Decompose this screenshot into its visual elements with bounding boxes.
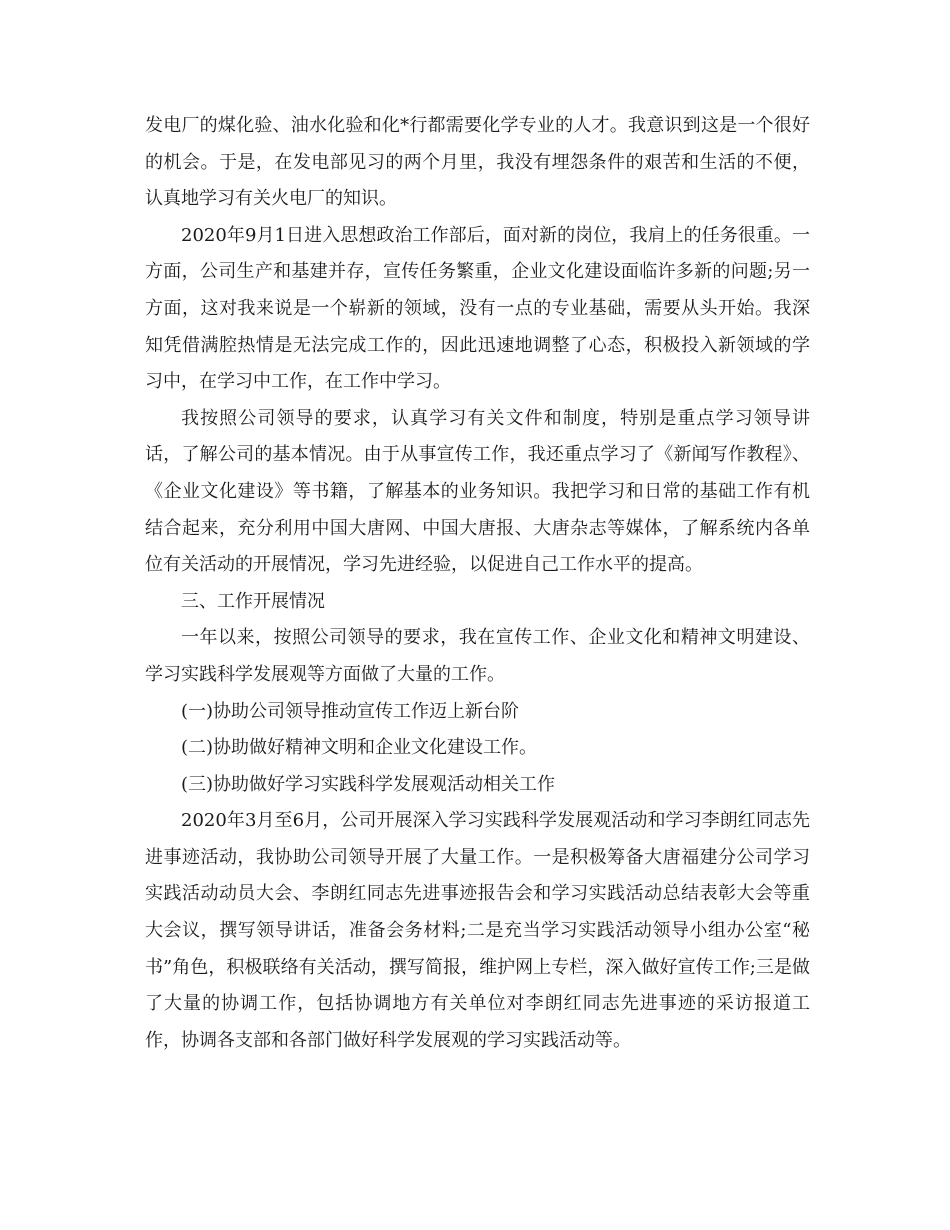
paragraph-job-transfer: 2020年9月1日进入思想政治工作部后，面对新的岗位，我肩上的任务很重。一方面，公司生产和基建并存，宣传任务繁重，企业文化建设面临许多新的问题;另一方面，这对我来说是一个崭新的领域，没有一点的专业基础，需要从头开始。我深知凭借满腔热情是无法完成工作的，因此迅速地调整了心态，积极投入新领域的学习中，在学习中工作，在工作中学习。 (145, 224, 810, 393)
paragraph-activities: 2020年3月至6月，公司开展深入学习实践科学发展观活动和学习李朗红同志先进事迹活动，我协助公司领导开展了大量工作。一是积极筹备大唐福建分公司学习实践活动动员大会、李朗红同志先进事迹报告会和学习实践活动总结表彰大会等重大会议，撰写领导讲话，准备会务材料;二是充当学习实践活动领导小组办公室“秘书”角色，积极联络有关活动，撰写简报，维护网上专栏，深入做好宣传工作;三是做了大量的协调工作，包括协调地方有关单位对李朗红同志先进事迹的采访报道工作，协调各支部和各部门做好科学发展观的学习实践活动等。 (145, 810, 810, 1051)
paragraph-continuation: 发电厂的煤化验、油水化验和化*行都需要化学专业的人才。我意识到这是一个很好的机会。于是，在发电部见习的两个月里，我没有埋怨条件的艰苦和生活的不便，认真地学习有关火电厂的知识。 (145, 115, 810, 210)
paragraph-study: 我按照公司领导的要求，认真学习有关文件和制度，特别是重点学习领导讲话，了解公司的基本情况。由于从事宣传工作，我还重点学习了《新闻写作教程》、《企业文化建设》等书籍，了解基本的业务知识。我把学习和日常的基础工作有机结合起来，充分利用中国大唐网、中国大唐报、大唐杂志等媒体，了解系统内各单位有关活动的开展情况，学习先进经验，以促进自己工作水平的提高。 (145, 407, 810, 576)
paragraph-work-summary: 一年以来，按照公司领导的要求，我在宣传工作、企业文化和精神文明建设、学习实践科学发展观等方面做了大量的工作。 (145, 627, 810, 685)
section-heading-work-progress: 三、工作开展情况 (181, 590, 325, 612)
list-item-culture: (二)协助做好精神文明和企业文化建设工作。 (181, 737, 538, 759)
list-item-science-development: (三)协助做好学习实践科学发展观活动相关工作 (181, 773, 556, 795)
document-body (145, 108, 810, 1059)
list-item-publicity: (一)协助公司领导推动宣传工作迈上新台阶 (181, 700, 520, 722)
